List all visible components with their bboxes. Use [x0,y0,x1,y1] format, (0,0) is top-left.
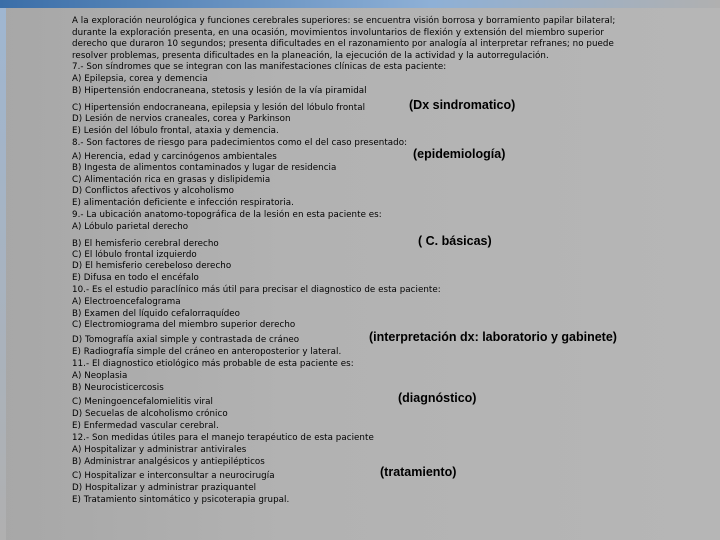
category-tag: (diagnóstico) [398,391,477,406]
option-a: A) Herencia, edad y carcinógenos ambientales [72,151,277,162]
option-d: D) Hospitalizar y administrar praziquantel [72,483,257,494]
option-b: B) Hipertensión endocraneana, stetosis y lesión de la vía piramidal [72,85,367,96]
option-b: B) El hemisferio cerebral derecho [72,238,219,249]
option-e: E) Lesión del lóbulo frontal, ataxia y demencia. [72,126,279,137]
category-tag: (Dx sindromatico) [409,98,516,113]
option-a: A) Epilepsia, corea y demencia [72,73,208,84]
option-b: B) Neurocisticercosis [72,382,164,393]
option-d: D) Lesión de nervios craneales, corea y Parkinson [72,114,291,125]
option-b: B) Administrar analgésicos y antiepilépticos [72,456,265,467]
category-tag: (interpretación dx: laboratorio y gabinete) [369,330,617,345]
option-a: A) Electroencefalograma [72,296,181,307]
category-tag: (tratamiento) [380,465,457,480]
intro-line: derecho que duraron 10 segundos; presenta dificultades en el razonamiento por analogía al interpretar refranes; no puede [72,39,614,49]
option-d: D) Tomografía axial simple y contrastada de cráneo [72,335,300,346]
question-10 [72,285,682,359]
option-d: D) El hemisferio cerebeloso derecho [72,261,232,272]
option-b: B) Ingesta de alimentos contaminados y lugar de residencia [72,162,337,173]
question-prompt: 7.- Son síndromes que se integran con las manifestaciones clínicas de esta paciente: [72,62,447,72]
option-e: E) Radiografía simple del cráneo en anteroposterior y lateral. [72,347,342,358]
slide-accent-bar [0,0,720,8]
question-prompt: 10.- Es el estudio paraclínico más útil para precisar el diagnostico de esta paciente: [72,284,441,295]
option-d: D) Conflictos afectivos y alcoholismo [72,186,234,197]
tag-row [72,391,682,409]
option-b: B) Examen del líquido cefalorraquídeo [72,308,241,319]
tag-row [72,332,682,347]
question-7 [72,62,682,138]
intro-line: resolver problemas, presenta dificultades en la planeación, la ejecución de la actividad y la autorregulación. [72,50,549,61]
question-9 [72,210,682,285]
tag-row [72,146,682,163]
option-a: A) Hospitalizar y administrar antivirales [72,444,247,455]
question-11 [72,359,682,433]
option-d: D) Secuelas de alcoholismo crónico [72,409,228,420]
option-c: C) El lóbulo frontal izquierdo [72,249,197,260]
question-prompt: 11.- El diagnostico etiológico más probable de esta paciente es: [72,358,354,369]
tag-row [72,465,682,483]
slide-content [72,16,682,507]
category-tag: (epidemiología) [413,146,506,161]
question-prompt: 9.- La ubicación anatomo-topográfica de la lesión en esta paciente es: [72,209,382,220]
question-8 [72,138,682,210]
option-c: C) Alimentación rica en grasas y dislipidemia [72,174,271,185]
option-a: A) Neoplasia [72,370,128,381]
intro-line: A la exploración neurológica y funciones cerebrales superiores: se encuentra visión borrosa y borramiento papilar bilateral; [72,16,616,26]
option-c: C) Hospitalizar e interconsultar a neurocirugía [72,471,275,482]
option-e: E) Tratamiento sintomático y psicoterapia grupal. [72,495,290,506]
option-e: E) Difusa en todo el encéfalo [72,273,199,284]
option-e: E) alimentación deficiente e infección respiratoria. [72,198,294,209]
question-prompt: 12.- Son medidas útiles para el manejo terapéutico de esta paciente [72,432,374,443]
option-c: C) Electromiograma del miembro superior derecho [72,320,296,331]
question-prompt: 8.- Son factores de riesgo para padecimientos como el del caso presentado: [72,137,408,148]
option-c: C) Meningoencefalomielitis viral [72,397,214,408]
option-a: A) Lóbulo parietal derecho [72,221,189,232]
case-intro [72,16,682,62]
option-c: C) Hipertensión endocraneana, epilepsia y lesión del lóbulo frontal [72,103,366,114]
tag-row [72,234,682,250]
slide-accent-strip [0,8,6,540]
tag-row [72,97,682,114]
option-e: E) Enfermedad vascular cerebral. [72,421,219,432]
question-12 [72,433,682,507]
intro-line: durante la exploración presenta, en una ocasión, movimientos involuntarios de flexión y extensión del miembro superior [72,27,604,38]
category-tag: ( C. básicas) [418,233,492,248]
